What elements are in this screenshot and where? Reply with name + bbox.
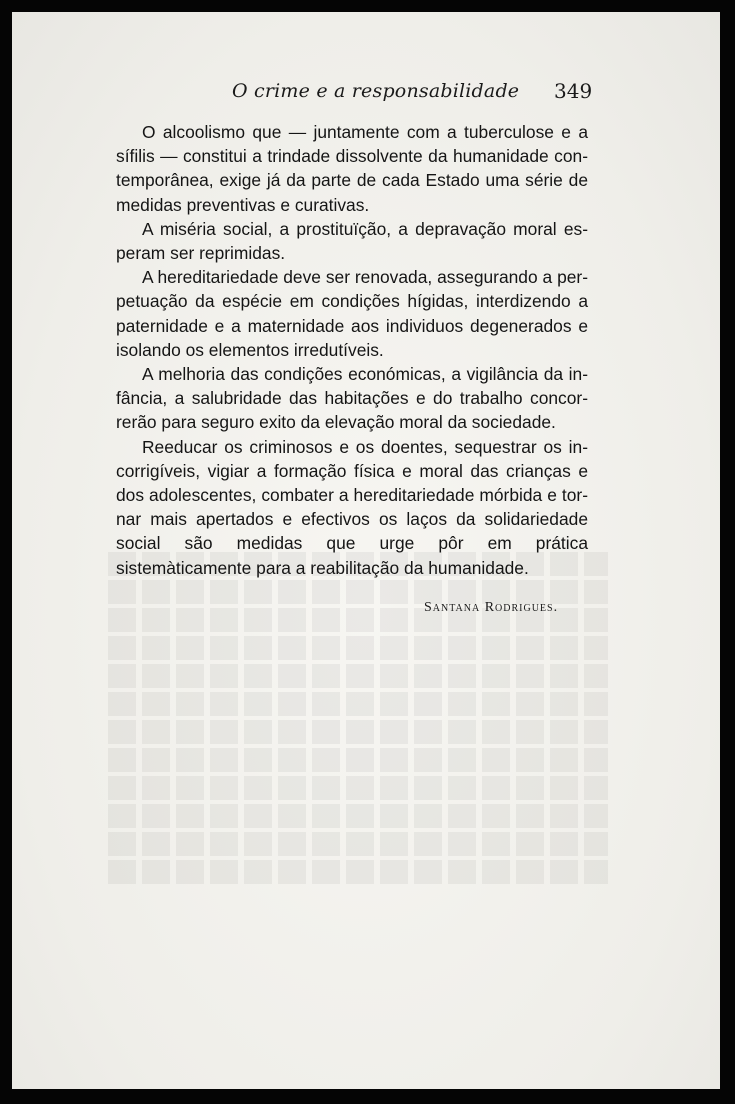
page-number: 349 [554,79,593,103]
paragraph-heredity: A hereditariedade deve ser renovada, assegurando a perpetuação da espécie em condições hígidas, interdizendo a paternidade e a maternidade aos individuos degenerados e isolando os elementos irredutíveis. [116,267,588,360]
paragraph-social-misery: A miséria social, a prostituïção, a depravação moral esperam ser reprimidas. [116,218,588,264]
paragraph-reeducation: Reeducar os criminosos e os doentes, sequestrar os incorrigíveis, vigiar a formação física e moral das crianças e dos adolescentes, combater a hereditariedade mórbida e tornar mais apertados e efectivos os laços da solidariedade social são medidas que urge pôr em prática sistemàticamente para a reabilitação da humanidade. [116,436,588,578]
author-signature: Santana Rodrigues. [424,600,559,615]
page-header [12,80,720,110]
show-through-text [108,552,608,992]
book-page [12,12,720,1089]
body-text [116,120,588,580]
paragraph-alcoholism: O alcoolismo que — juntamente com a tuberculose e a sífilis — constitui a trindade dissolvente da humanidade contemporânea, exige já da parte de cada Estado uma série de medidas preventivas e curativas. [116,122,588,215]
running-title: O crime e a responsabilidade [232,80,520,102]
paragraph-economic-conditions: A melhoria das condições económicas, a vigilância da infância, a salubridade das habitações e do trabalho concorrerão para seguro exito da elevação moral da sociedade. [116,364,588,433]
